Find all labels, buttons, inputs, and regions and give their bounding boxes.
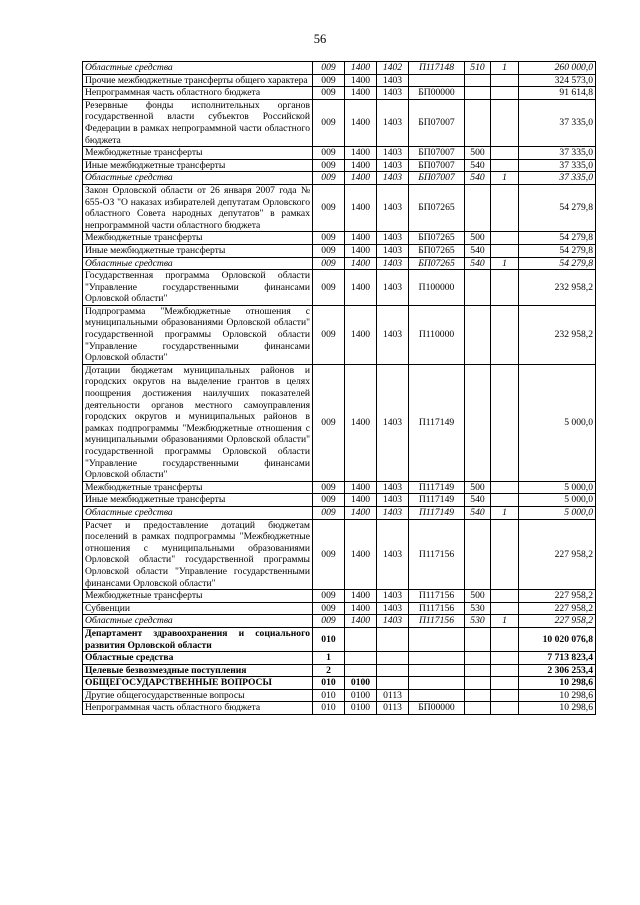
table-row [83, 519, 596, 590]
row-amount: 5 000,0 [519, 494, 596, 507]
table-row [83, 664, 596, 677]
row-section-code: 1400 [345, 602, 377, 615]
row-amount: 227 958,2 [519, 519, 596, 590]
row-name: Областные средства [83, 172, 313, 185]
row-name: Другие общегосударственные вопросы [83, 689, 313, 702]
row-section-code: 1400 [345, 184, 377, 231]
row-name: Областные средства [83, 257, 313, 270]
table-row [83, 257, 596, 270]
row-section-code: 1400 [345, 270, 377, 306]
row-name: Прочие межбюджетные трансферты общего характера [83, 74, 313, 87]
row-expense-type-code [465, 677, 491, 690]
row-subsection-code: 1403 [377, 184, 409, 231]
row-section-code: 1400 [345, 494, 377, 507]
row-grbs-code: 2 [313, 664, 345, 677]
row-name: Областные средства [83, 652, 313, 665]
row-grbs-code: 009 [313, 62, 345, 75]
row-name: Иные межбюджетные трансферты [83, 159, 313, 172]
row-amount: 10 298,6 [519, 689, 596, 702]
row-expense-type-code [465, 184, 491, 231]
row-section-code: 1400 [345, 159, 377, 172]
row-target-item-code: П110000 [409, 305, 465, 364]
row-funding-source-code [491, 627, 519, 651]
row-subsection-code: 1403 [377, 506, 409, 519]
table-row [83, 602, 596, 615]
page-number: 56 [313, 32, 327, 46]
row-grbs-code: 1 [313, 652, 345, 665]
row-section-code: 1400 [345, 305, 377, 364]
row-name: Расчет и предоставление дотаций бюджетам поселений в рамках подпрограммы "Межбюджетные отношения с муниципальными образованиями Орловской области" государственной программы Орловской области "Управление государственными финансами Орловской области" [83, 519, 313, 590]
row-funding-source-code [491, 481, 519, 494]
row-subsection-code: 1403 [377, 159, 409, 172]
table-row [83, 172, 596, 185]
row-funding-source-code [491, 87, 519, 100]
row-expense-type-code: 540 [465, 159, 491, 172]
row-section-code [345, 652, 377, 665]
row-funding-source-code [491, 677, 519, 690]
row-grbs-code: 010 [313, 627, 345, 651]
row-section-code: 0100 [345, 677, 377, 690]
row-amount: 54 279,8 [519, 257, 596, 270]
row-grbs-code: 009 [313, 159, 345, 172]
row-target-item-code: БП07265 [409, 184, 465, 231]
row-expense-type-code [465, 627, 491, 651]
row-subsection-code: 1403 [377, 364, 409, 481]
row-name: Целевые безвозмездные поступления [83, 664, 313, 677]
row-expense-type-code: 540 [465, 494, 491, 507]
table-row [83, 159, 596, 172]
row-amount: 10 298,6 [519, 677, 596, 690]
row-funding-source-code [491, 270, 519, 306]
row-amount: 7 713 823,4 [519, 652, 596, 665]
row-amount: 324 573,0 [519, 74, 596, 87]
row-amount: 91 614,8 [519, 87, 596, 100]
row-target-item-code: БП07007 [409, 172, 465, 185]
row-funding-source-code: 1 [491, 62, 519, 75]
table-row [83, 494, 596, 507]
row-name: Непрограммная часть областного бюджета [83, 87, 313, 100]
table-row [83, 677, 596, 690]
row-funding-source-code: 1 [491, 615, 519, 628]
row-expense-type-code: 500 [465, 147, 491, 160]
row-amount: 37 335,0 [519, 147, 596, 160]
row-funding-source-code: 1 [491, 506, 519, 519]
row-section-code [345, 664, 377, 677]
row-subsection-code: 1403 [377, 494, 409, 507]
row-funding-source-code [491, 364, 519, 481]
row-subsection-code: 0113 [377, 689, 409, 702]
row-target-item-code: П117156 [409, 590, 465, 603]
row-target-item-code: П100000 [409, 270, 465, 306]
row-section-code: 1400 [345, 172, 377, 185]
row-grbs-code: 009 [313, 270, 345, 306]
row-grbs-code: 009 [313, 602, 345, 615]
row-expense-type-code: 540 [465, 172, 491, 185]
row-target-item-code [409, 677, 465, 690]
row-target-item-code: БП07007 [409, 159, 465, 172]
row-grbs-code: 010 [313, 677, 345, 690]
row-grbs-code: 009 [313, 257, 345, 270]
row-subsection-code: 1403 [377, 99, 409, 146]
row-name: Межбюджетные трансферты [83, 481, 313, 494]
table-row [83, 627, 596, 651]
row-expense-type-code [465, 364, 491, 481]
row-expense-type-code [465, 519, 491, 590]
row-grbs-code: 009 [313, 615, 345, 628]
row-amount: 2 306 253,4 [519, 664, 596, 677]
row-section-code: 1400 [345, 519, 377, 590]
row-target-item-code [409, 689, 465, 702]
row-section-code: 1400 [345, 87, 377, 100]
row-amount: 54 279,8 [519, 244, 596, 257]
row-subsection-code: 1403 [377, 519, 409, 590]
row-expense-type-code: 500 [465, 481, 491, 494]
row-name: Резервные фонды исполнительных органов государственной власти субъектов Российской Федерации в рамках непрограммной части областного бюджета [83, 99, 313, 146]
row-target-item-code: БП07265 [409, 257, 465, 270]
row-expense-type-code: 540 [465, 257, 491, 270]
row-name: Государственная программа Орловской области "Управление государственными финансами Орловской области" [83, 270, 313, 306]
row-section-code: 1400 [345, 506, 377, 519]
row-name: Подпрограмма "Межбюджетные отношения с муниципальными образованиями Орловской области" государственной программы Орловской области "Управление государственными финансами Орловской области" [83, 305, 313, 364]
row-grbs-code: 009 [313, 184, 345, 231]
row-subsection-code: 1403 [377, 481, 409, 494]
row-grbs-code: 009 [313, 305, 345, 364]
row-target-item-code: П117156 [409, 602, 465, 615]
row-section-code: 1400 [345, 147, 377, 160]
table-row [83, 99, 596, 146]
row-grbs-code: 009 [313, 99, 345, 146]
row-target-item-code: П117156 [409, 519, 465, 590]
table-row [83, 364, 596, 481]
row-target-item-code: БП07265 [409, 244, 465, 257]
row-name: Непрограммная часть областного бюджета [83, 702, 313, 715]
row-subsection-code: 0113 [377, 702, 409, 715]
table-row [83, 481, 596, 494]
row-expense-type-code: 500 [465, 232, 491, 245]
table-row [83, 702, 596, 715]
row-funding-source-code [491, 305, 519, 364]
row-funding-source-code: 1 [491, 257, 519, 270]
row-subsection-code: 1402 [377, 62, 409, 75]
row-section-code: 1400 [345, 232, 377, 245]
row-expense-type-code [465, 689, 491, 702]
row-target-item-code: П117156 [409, 615, 465, 628]
row-subsection-code: 1403 [377, 615, 409, 628]
row-funding-source-code [491, 494, 519, 507]
row-subsection-code: 1403 [377, 602, 409, 615]
table-row [83, 184, 596, 231]
row-target-item-code [409, 627, 465, 651]
row-target-item-code: П117149 [409, 506, 465, 519]
row-amount: 227 958,2 [519, 615, 596, 628]
row-name: Областные средства [83, 615, 313, 628]
row-funding-source-code [491, 664, 519, 677]
table-row [83, 615, 596, 628]
row-funding-source-code: 1 [491, 172, 519, 185]
row-subsection-code: 1403 [377, 172, 409, 185]
row-amount: 10 298,6 [519, 702, 596, 715]
row-grbs-code: 009 [313, 494, 345, 507]
table-row [83, 232, 596, 245]
row-section-code: 1400 [345, 244, 377, 257]
row-name: Департамент здравоохранения и социального развития Орловской области [83, 627, 313, 651]
row-section-code: 1400 [345, 481, 377, 494]
row-expense-type-code [465, 270, 491, 306]
row-expense-type-code [465, 99, 491, 146]
row-funding-source-code [491, 602, 519, 615]
row-funding-source-code [491, 232, 519, 245]
table-row [83, 244, 596, 257]
row-amount: 232 958,2 [519, 270, 596, 306]
row-grbs-code: 010 [313, 702, 345, 715]
row-expense-type-code: 530 [465, 602, 491, 615]
row-section-code: 1400 [345, 74, 377, 87]
row-grbs-code: 009 [313, 590, 345, 603]
row-subsection-code [377, 652, 409, 665]
row-expense-type-code [465, 305, 491, 364]
row-expense-type-code: 500 [465, 590, 491, 603]
table-row [83, 62, 596, 75]
row-expense-type-code [465, 652, 491, 665]
row-amount: 5 000,0 [519, 364, 596, 481]
row-section-code: 1400 [345, 257, 377, 270]
row-expense-type-code: 540 [465, 506, 491, 519]
table-row [83, 147, 596, 160]
row-amount: 232 958,2 [519, 305, 596, 364]
row-grbs-code: 009 [313, 232, 345, 245]
row-section-code: 0100 [345, 689, 377, 702]
row-amount: 37 335,0 [519, 172, 596, 185]
row-grbs-code: 010 [313, 689, 345, 702]
row-funding-source-code [491, 184, 519, 231]
row-subsection-code [377, 664, 409, 677]
row-section-code: 1400 [345, 99, 377, 146]
row-grbs-code: 009 [313, 481, 345, 494]
row-amount: 10 020 076,8 [519, 627, 596, 651]
row-amount: 227 958,2 [519, 602, 596, 615]
row-amount: 260 000,0 [519, 62, 596, 75]
table-row [83, 74, 596, 87]
row-name: ОБЩЕГОСУДАРСТВЕННЫЕ ВОПРОСЫ [83, 677, 313, 690]
row-name: Межбюджетные трансферты [83, 590, 313, 603]
row-funding-source-code [491, 652, 519, 665]
row-target-item-code: БП00000 [409, 702, 465, 715]
row-name: Областные средства [83, 62, 313, 75]
row-expense-type-code [465, 74, 491, 87]
table-row [83, 652, 596, 665]
row-target-item-code: П117148 [409, 62, 465, 75]
row-expense-type-code [465, 702, 491, 715]
row-expense-type-code [465, 664, 491, 677]
row-expense-type-code: 530 [465, 615, 491, 628]
row-subsection-code: 1403 [377, 270, 409, 306]
row-grbs-code: 009 [313, 519, 345, 590]
row-amount: 37 335,0 [519, 159, 596, 172]
row-grbs-code: 009 [313, 147, 345, 160]
budget-table-body [83, 62, 596, 715]
row-subsection-code: 1403 [377, 232, 409, 245]
row-target-item-code: П117149 [409, 364, 465, 481]
row-funding-source-code [491, 99, 519, 146]
row-target-item-code: П117149 [409, 494, 465, 507]
row-funding-source-code [491, 689, 519, 702]
row-target-item-code: БП00000 [409, 87, 465, 100]
row-name: Межбюджетные трансферты [83, 232, 313, 245]
row-name: Иные межбюджетные трансферты [83, 244, 313, 257]
row-amount: 37 335,0 [519, 99, 596, 146]
row-target-item-code [409, 652, 465, 665]
row-section-code: 1400 [345, 590, 377, 603]
row-grbs-code: 009 [313, 506, 345, 519]
row-amount: 5 000,0 [519, 481, 596, 494]
row-name: Межбюджетные трансферты [83, 147, 313, 160]
row-target-item-code: БП07007 [409, 99, 465, 146]
table-row [83, 689, 596, 702]
row-funding-source-code [491, 147, 519, 160]
row-amount: 5 000,0 [519, 506, 596, 519]
row-target-item-code: БП07265 [409, 232, 465, 245]
row-amount: 54 279,8 [519, 184, 596, 231]
row-amount: 227 958,2 [519, 590, 596, 603]
row-amount: 54 279,8 [519, 232, 596, 245]
row-name: Дотации бюджетам муниципальных районов и городских округов на выделение грантов в целях поощрения достижения наилучших показателей деятельности органов местного самоуправления городских округов и муниципальных районов в рамках подпрограммы "Межбюджетные отношения с муниципальными образованиями Орловской области" государственной программы Орловской области "Управление государственными финансами Орловской области" [83, 364, 313, 481]
row-grbs-code: 009 [313, 172, 345, 185]
row-name: Иные межбюджетные трансферты [83, 494, 313, 507]
row-subsection-code: 1403 [377, 590, 409, 603]
row-funding-source-code [491, 159, 519, 172]
row-target-item-code [409, 74, 465, 87]
row-funding-source-code [491, 702, 519, 715]
row-subsection-code: 1403 [377, 74, 409, 87]
table-row [83, 590, 596, 603]
budget-table [82, 61, 596, 715]
row-grbs-code: 009 [313, 87, 345, 100]
row-subsection-code: 1403 [377, 257, 409, 270]
row-section-code [345, 627, 377, 651]
row-expense-type-code: 540 [465, 244, 491, 257]
row-name: Закон Орловской области от 26 января 2007 года № 655-ОЗ "О наказах избирателей депутатам Орловского областного Совета народных депутатов" в рамках непрограммной части областного бюджета [83, 184, 313, 231]
row-expense-type-code [465, 87, 491, 100]
table-row [83, 87, 596, 100]
row-funding-source-code [491, 519, 519, 590]
row-subsection-code: 1403 [377, 305, 409, 364]
row-subsection-code: 1403 [377, 147, 409, 160]
row-subsection-code [377, 677, 409, 690]
row-subsection-code: 1403 [377, 244, 409, 257]
table-row [83, 506, 596, 519]
row-section-code: 1400 [345, 364, 377, 481]
row-funding-source-code [491, 244, 519, 257]
row-section-code: 1400 [345, 615, 377, 628]
row-target-item-code: БП07007 [409, 147, 465, 160]
row-name: Субвенции [83, 602, 313, 615]
row-section-code: 1400 [345, 62, 377, 75]
row-grbs-code: 009 [313, 244, 345, 257]
row-expense-type-code: 510 [465, 62, 491, 75]
row-funding-source-code [491, 74, 519, 87]
row-section-code: 0100 [345, 702, 377, 715]
row-subsection-code: 1403 [377, 87, 409, 100]
row-funding-source-code [491, 590, 519, 603]
row-grbs-code: 009 [313, 74, 345, 87]
row-grbs-code: 009 [313, 364, 345, 481]
table-row [83, 305, 596, 364]
row-name: Областные средства [83, 506, 313, 519]
table-row [83, 270, 596, 306]
row-target-item-code: П117149 [409, 481, 465, 494]
row-target-item-code [409, 664, 465, 677]
row-subsection-code [377, 627, 409, 651]
